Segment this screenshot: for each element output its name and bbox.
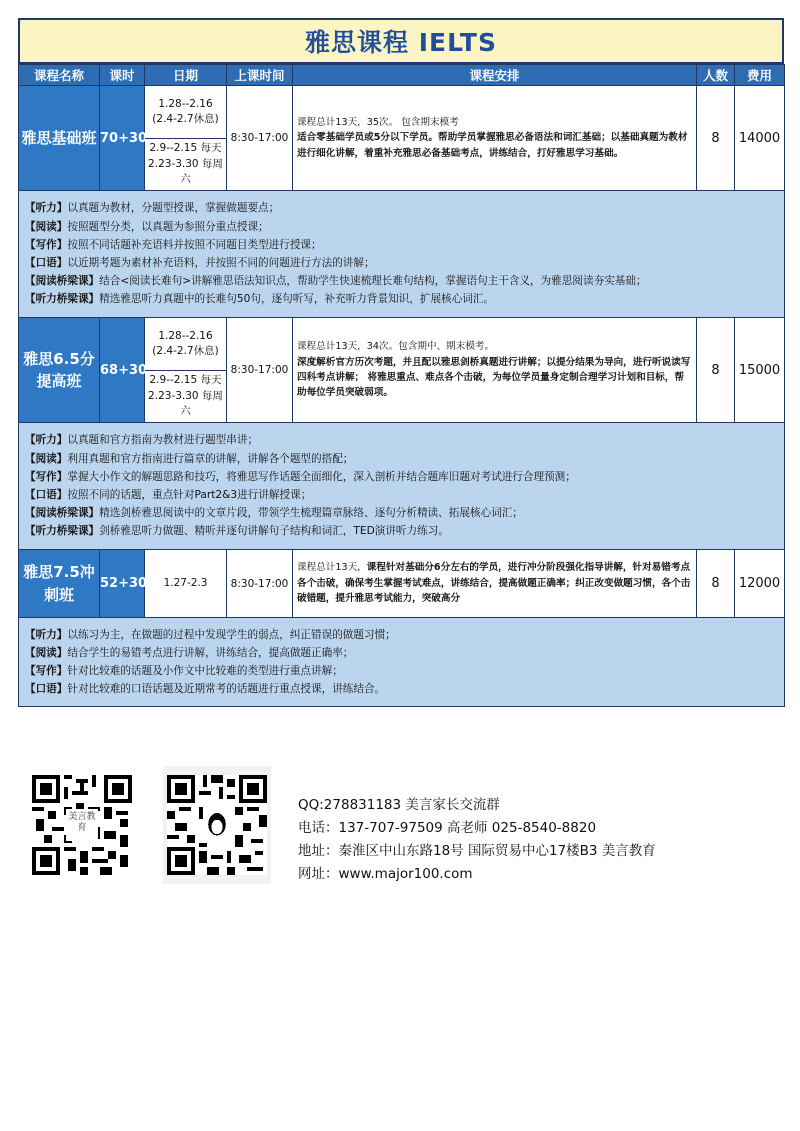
course-details [19,423,785,550]
detail-tag: 【口语】 [25,683,68,696]
detail-text: 掌握大小作文的解题思路和技巧，将雅思写作话题全面细化，深入剖析并结合题库旧题对考试进行合理预测； [67,470,576,483]
course-name [19,86,100,191]
course-details [19,191,785,318]
course-fee: 12000 [735,550,785,618]
detail-text: 精选雅思听力真题中的长难句50句，逐句听写，补充听力背景知识，扩展核心词汇。 [99,293,495,306]
detail-text: 结合学生的易错考点进行讲解，讲练结合，提高做题正确率； [67,646,354,659]
course-name [19,550,100,618]
people-count: 8 [697,318,735,423]
detail-tag: 【听力】 [25,202,68,215]
page-title: 雅思课程 IELTS [18,18,784,64]
course-details-row [19,618,785,707]
course-fee: 15000 [735,318,785,423]
class-time: 8:30-17:00 [227,550,293,618]
course-sheet [18,18,784,707]
detail-tag: 【阅读桥梁课】 [25,275,100,288]
detail-line [25,199,778,217]
detail-text: 以近期考题为素材补充语料，并按照不同的问题进行方法的讲解； [67,257,375,269]
course-name-line: 雅思7.5冲 [23,563,95,581]
schedule-plain: 课程总计13天， [297,562,367,574]
wechat-qr-code [32,775,132,875]
detail-line [25,254,778,272]
detail-tag: 【阅读】 [25,220,68,233]
course-details-row [19,423,785,550]
course-name-line: 雅思基础班 [21,128,97,147]
course-name-line: 雅思6.5分 [23,349,95,368]
detail-tag: 【口语】 [25,489,68,501]
detail-line [25,272,778,290]
detail-line [25,431,778,449]
detail-tag: 【阅读】 [25,452,68,465]
header-hours: 课时 [100,65,145,86]
detail-text: 按照不同话题补充语料并按照不同题目类型进行授课； [67,238,322,251]
detail-line [25,218,778,236]
detail-text: 结合<阅读长难句>讲解雅思语法知识点，帮助学生快速梳理长难句结构，掌握语句主干含义，为雅思阅读夯实基础； [99,275,647,288]
class-time: 8:30-17:00 [227,86,293,191]
detail-line [25,680,778,698]
course-schedule [293,86,697,191]
course-schedule [293,318,697,423]
date-range-a: 1.28--2.16 (2.4-2.7休息) [145,86,226,139]
detail-text: 以真题为教材，分题型授课，掌握做题要点； [67,202,280,215]
header-date: 日期 [145,65,227,86]
detail-text: 以真题和官方指南为教材进行题型串讲； [67,434,259,447]
class-time: 8:30-17:00 [227,318,293,423]
course-name [19,318,100,423]
qr-code-icon [167,775,267,875]
qq-group: QQ:278831183 美言家长交流群 [298,797,500,813]
detail-line [25,290,778,308]
detail-tag: 【写作】 [25,470,68,483]
course-row [19,318,785,423]
course-hours: 52+30 [100,550,145,618]
schedule-bold: 深度解析官方历次考题，并且配以雅思剑桥真题进行讲解；以提分结果为导向，进行听说读写四科考点讲解； 将雅思重点、难点各个击破，为每位学员量身定制合理学习计划和目标，帮助每位学员突破弱项。 [297,356,691,399]
date-range-a: 1.28--2.16 (2.4-2.7休息) [145,318,226,371]
date-range-b: 2.9--2.15 每天 2.23-3.30 每周六 [148,374,223,417]
course-row [19,86,785,191]
detail-text: 按照不同的话题，重点针对Part2&3进行讲解授课； [67,489,312,501]
header-schedule: 课程安排 [293,65,697,86]
course-name-line: 提高班 [36,372,82,390]
detail-tag: 【写作】 [25,238,68,251]
course-schedule [293,550,697,618]
header-people: 人数 [697,65,735,86]
qq-penguin-icon [208,813,226,835]
address: 地址：秦淮区中山东路18号 国际贸易中心17楼B3 美言教育 [298,843,656,859]
schedule-plain: 课程总计13天，35次。 包含期末模考 [297,116,459,128]
detail-text: 以练习为主，在做题的过程中发现学生的弱点，纠正错误的做题习惯； [67,628,396,641]
date-range-b: 2.9--2.15 每天 2.23-3.30 每周六 [148,142,223,185]
detail-tag: 【写作】 [25,665,68,677]
detail-tag: 【阅读】 [25,646,68,659]
detail-text: 精选剑桥雅思阅读中的文章片段，带领学生梳理篇章脉络、逐句分析精读、拓展核心词汇； [99,507,523,520]
course-row [19,550,785,618]
course-dates [145,318,227,423]
course-hours: 70+30 [100,86,145,191]
people-count: 8 [697,86,735,191]
detail-text: 针对比较难的口语话题及近期常考的话题进行重点授课，讲练结合。 [67,683,386,696]
detail-line [25,486,778,504]
detail-tag: 【阅读桥梁课】 [25,507,100,520]
website: 网址：www.major100.com [298,866,473,882]
phone: 电话：137-707-97509 高老师 025-8540-8820 [298,820,597,836]
header-fee: 费用 [735,65,785,86]
course-details [19,618,785,707]
people-count: 8 [697,550,735,618]
course-dates [145,86,227,191]
table-header-row [19,65,785,86]
detail-text: 剑桥雅思听力做题、精听并逐句讲解句子结构和词汇，TED演讲听力练习。 [99,525,449,538]
course-dates: 1.27-2.3 [145,550,227,618]
course-hours: 68+30 [100,318,145,423]
course-table [18,64,785,707]
detail-tag: 【听力】 [25,434,68,447]
detail-text: 按照题型分类，以真题为参照分重点授课； [67,220,269,233]
detail-text: 针对比较难的话题及小作文中比较难的类型进行重点讲解； [67,665,343,677]
header-course-name: 课程名称 [19,65,100,86]
detail-line [25,236,778,254]
detail-tag: 【口语】 [25,257,68,269]
detail-line [25,450,778,468]
detail-line [25,504,778,522]
detail-line [25,644,778,662]
schedule-bold: 课程针对基础分6分左右的学员，进行冲分阶段强化指导讲解，针对易错考点各个击破，确保考生掌握考试难点，讲练结合，提高做题正确率；纠正改变做题习惯，各个击破错题，提升雅思考试能力，突破高分 [297,562,691,605]
detail-line [25,662,778,680]
detail-tag: 【听力】 [25,628,68,641]
schedule-plain: 课程总计13天，34次。包含期中、期末模考。 [297,341,495,353]
detail-line [25,522,778,540]
course-name-line: 刺班 [43,585,74,604]
detail-tag: 【听力桥梁课】 [25,293,100,306]
course-fee: 14000 [735,86,785,191]
detail-line [25,468,778,486]
qr-logo-caption: 美言教育 [68,812,96,833]
qq-group-qr-code [163,766,271,884]
schedule-bold: 适合零基础学员或5分以下学员。帮助学员掌握雅思必备语法和词汇基础；以基础真题为教材进行细化讲解，着重补充雅思必备基础考点，讲练结合，打好雅思学习基础。 [297,132,688,159]
course-details-row [19,191,785,318]
detail-tag: 【听力桥梁课】 [25,525,100,538]
detail-text: 利用真题和官方指南进行篇章的讲解，讲解各个题型的搭配； [67,452,354,465]
header-time: 上课时间 [227,65,293,86]
detail-line [25,626,778,644]
contact-info [298,794,656,886]
